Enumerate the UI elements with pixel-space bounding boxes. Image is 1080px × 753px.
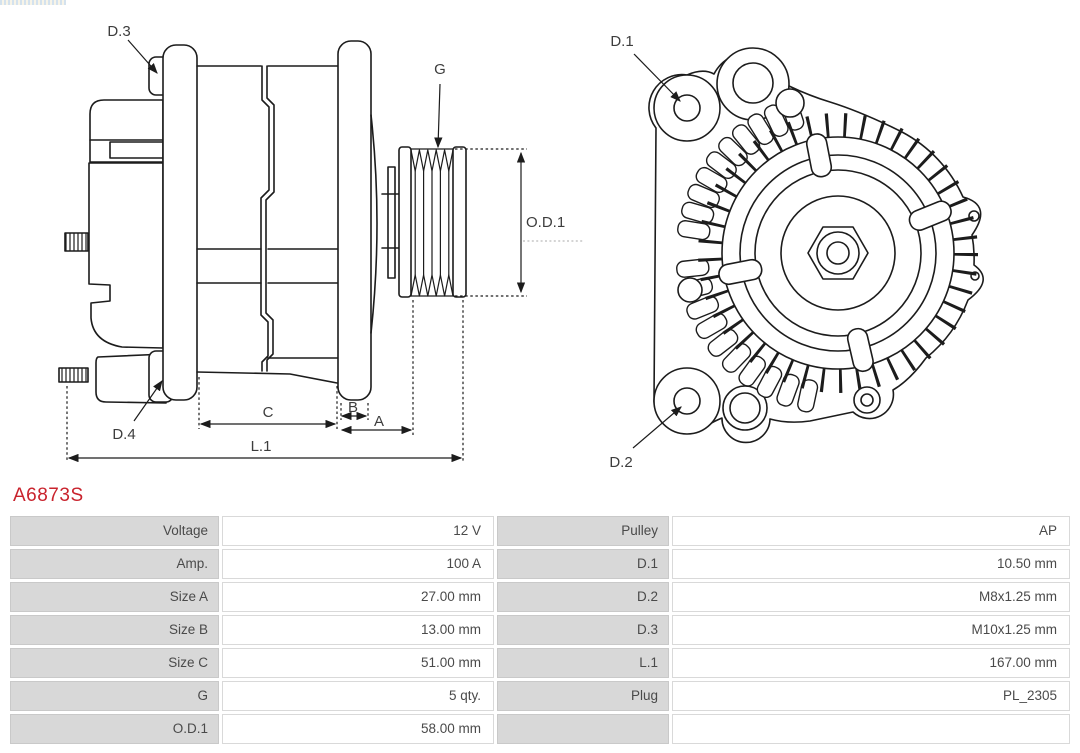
spec-label: G [10, 681, 219, 711]
label-g: G [434, 61, 446, 78]
stud-bottom [59, 368, 88, 382]
spec-label: D.2 [497, 582, 669, 612]
leader-d3 [128, 40, 157, 73]
spec-value: M10x1.25 mm [672, 615, 1070, 645]
hole-top [733, 63, 773, 103]
spec-label: O.D.1 [10, 714, 219, 744]
spec-value: 10.50 mm [672, 549, 1070, 579]
front-view [649, 48, 983, 442]
rotor-cone [371, 115, 377, 333]
spec-value: 27.00 mm [222, 582, 494, 612]
label-a: A [373, 413, 385, 430]
spec-label: Size C [10, 648, 219, 678]
front-view-labels [609, 33, 633, 471]
right-flange [338, 41, 371, 400]
spec-label: Plug [497, 681, 669, 711]
side-view [59, 41, 466, 403]
spec-value: 58.00 mm [222, 714, 494, 744]
spec-label: Size B [10, 615, 219, 645]
spec-label [497, 714, 669, 744]
spec-value: 167.00 mm [672, 648, 1070, 678]
spec-value: 13.00 mm [222, 615, 494, 645]
spec-value: 5 qty. [222, 681, 494, 711]
label-d3: D.3 [107, 23, 131, 40]
spec-label: Size A [10, 582, 219, 612]
spec-label: Pulley [497, 516, 669, 546]
label-l1: L.1 [250, 438, 272, 455]
rear-body [89, 163, 163, 348]
leader-g [438, 84, 440, 147]
spec-value: 12 V [222, 516, 494, 546]
rear-cap [90, 100, 163, 162]
spec-value: M8x1.25 mm [672, 582, 1070, 612]
hole-tab-outer [854, 387, 880, 413]
pulley-left-plate [399, 147, 411, 297]
hole-left-small [678, 278, 702, 302]
spec-label: D.3 [497, 615, 669, 645]
hole-top-small [776, 89, 804, 117]
stud-top [65, 233, 88, 251]
spec-label: L.1 [497, 648, 669, 678]
spec-value: AP [672, 516, 1070, 546]
spec-value [672, 714, 1070, 744]
spec-label: Voltage [10, 516, 219, 546]
left-flange [163, 45, 197, 400]
spec-label: D.1 [497, 549, 669, 579]
label-od1: O.D.1 [526, 214, 566, 231]
parting-line [261, 66, 269, 371]
pulley-grooves-top [411, 150, 453, 171]
pulley-grooves-bottom [411, 275, 453, 296]
pulley-right-plate [453, 147, 466, 297]
hole-bottom [730, 393, 760, 423]
label-c: C [262, 404, 274, 421]
label-d1: D.1 [610, 33, 634, 50]
label-d4: D.4 [112, 426, 136, 443]
spec-label: Amp. [10, 549, 219, 579]
label-d2: D.2 [609, 454, 633, 471]
shaft-bar [388, 167, 395, 278]
spec-value: 100 A [222, 549, 494, 579]
part-number: A6873S [13, 485, 84, 506]
label-b: B [347, 399, 359, 416]
spec-value: PL_2305 [672, 681, 1070, 711]
spec-value: 51.00 mm [222, 648, 494, 678]
spec-table [10, 516, 1070, 744]
